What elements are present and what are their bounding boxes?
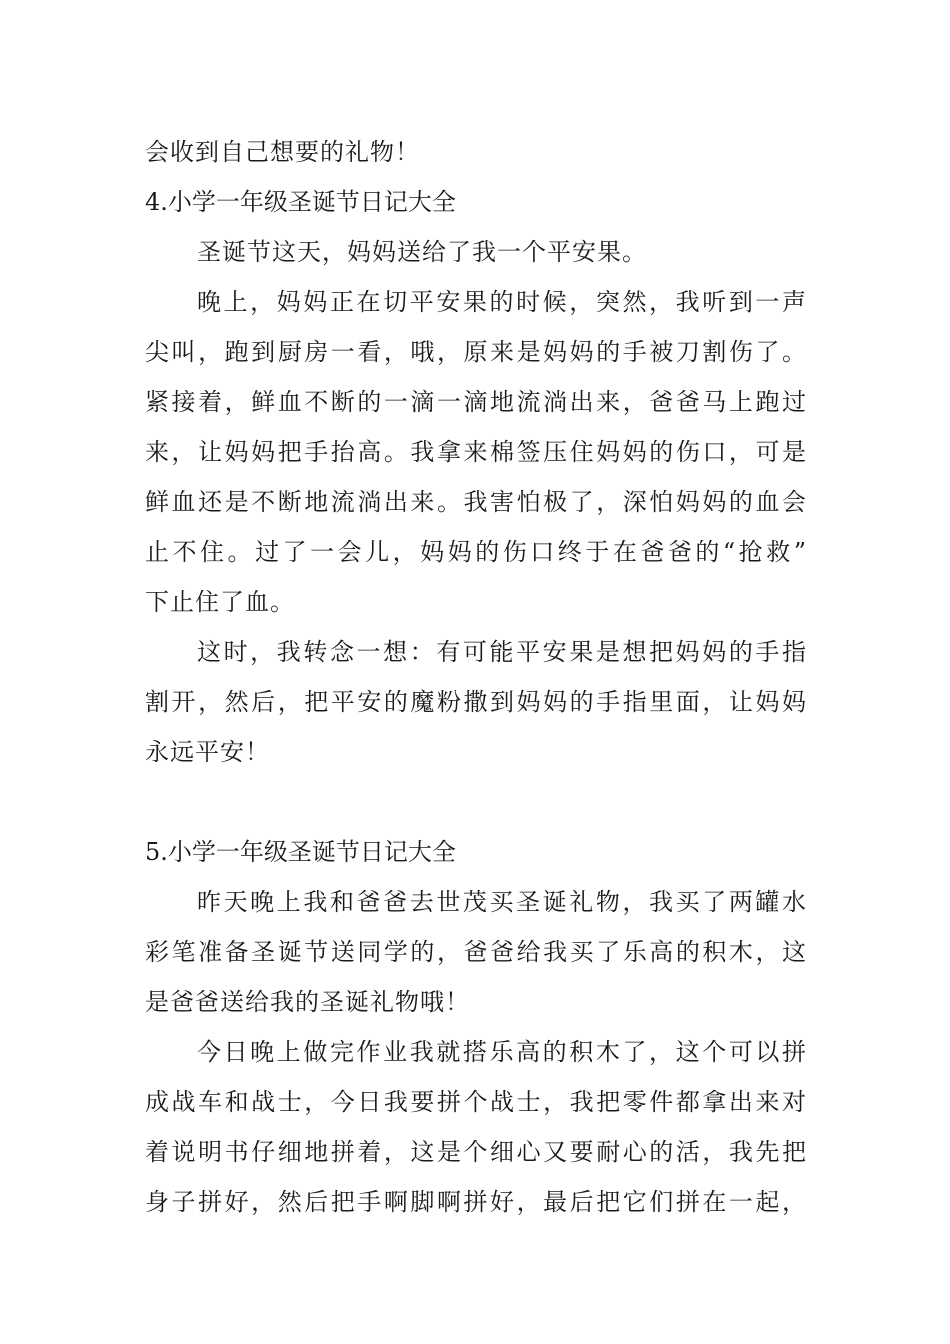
paragraph-line: 今日晚上做完作业我就搭乐高的积木了，这个可以拼 — [197, 1038, 807, 1066]
paragraph-line: 尖叫，跑到厨房一看，哦，原来是妈妈的手被刀割伤了。 — [145, 338, 807, 366]
paragraph-line: 成战车和战士，今日我要拼个战士，我把零件都拿出来对 — [145, 1088, 807, 1116]
paragraph-line: 昨天晚上我和爸爸去世茂买圣诞礼物，我买了两罐水 — [197, 888, 807, 916]
paragraph-line: 身子拼好，然后把手啊脚啊拼好，最后把它们拼在一起， — [145, 1188, 807, 1216]
paragraph-line: 下止住了血。 — [145, 588, 295, 616]
paragraph-line: 着说明书仔细地拼着，这是个细心又要耐心的活，我先把 — [145, 1138, 807, 1166]
paragraph-line: 紧接着，鲜血不断的一滴一滴地流淌出来，爸爸马上跑过 — [145, 388, 807, 416]
paragraph-line: 晚上，妈妈正在切平安果的时候，突然，我听到一声 — [197, 288, 807, 316]
text-line: 会收到自己想要的礼物！ — [145, 138, 420, 166]
paragraph-line: 鲜血还是不断地流淌出来。我害怕极了，深怕妈妈的血会 — [145, 488, 807, 516]
blank-line — [145, 777, 807, 827]
paragraph-line: 彩笔准备圣诞节送同学的，爸爸给我买了乐高的积木，这 — [145, 938, 807, 966]
paragraph-line: 来，让妈妈把手抬高。我拿来棉签压住妈妈的伤口，可是 — [145, 438, 807, 466]
section-heading-5: 5.小学一年级圣诞节日记大全 — [145, 838, 456, 866]
section-heading-4: 4.小学一年级圣诞节日记大全 — [145, 188, 456, 216]
document-body — [145, 127, 807, 1227]
paragraph-line: 是爸爸送给我的圣诞礼物哦！ — [145, 988, 470, 1016]
paragraph-line: 割开，然后，把平安的魔粉撒到妈妈的手指里面，让妈妈 — [145, 688, 807, 716]
paragraph-line: 止不住。过了一会儿，妈妈的伤口终于在爸爸的“抢救” — [145, 538, 807, 566]
paragraph-line: 圣诞节这天，妈妈送给了我一个平安果。 — [197, 238, 647, 266]
paragraph-line: 永远平安！ — [145, 738, 270, 766]
paragraph-line: 这时，我转念一想：有可能平安果是想把妈妈的手指 — [197, 638, 807, 666]
